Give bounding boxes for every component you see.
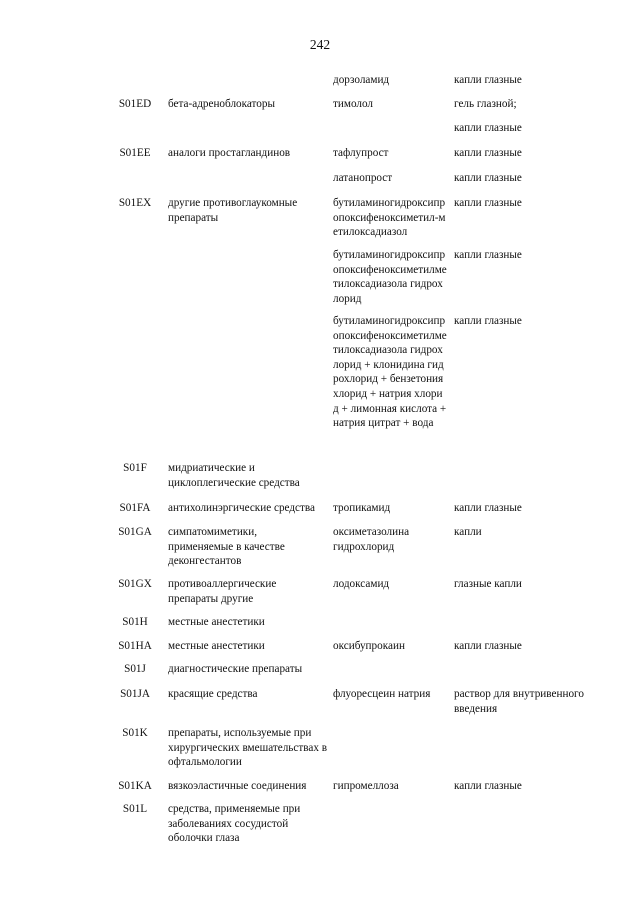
group-name: средства, применяемые при заболеваниях сосудистой оболочки глаза <box>168 803 301 845</box>
atc-code: S01FA <box>119 502 151 514</box>
group-name: красящие средства <box>168 688 258 700</box>
dosage-form: капли глазные <box>454 172 522 184</box>
atc-code: S01EX <box>118 197 152 209</box>
group-name: симпатомиметики, применяемые в качестве деконгестантов <box>168 526 285 568</box>
group-name: препараты, используемые при хирургических вмешательствах в офтальмологии <box>168 727 328 769</box>
dosage-form: капли глазные <box>454 74 522 86</box>
dosage-form: капли глазные <box>454 122 522 134</box>
atc-code: S01L <box>122 803 148 815</box>
group-name: вязкоэластичные соединения <box>168 780 307 792</box>
drug-name: бутиламиногидроксипропоксифеноксиметилметилоксадиазола гидрохлорид <box>333 249 447 305</box>
drug-name: лодоксамид <box>333 578 390 590</box>
atc-code: S01ED <box>118 98 152 110</box>
dosage-form: глазные капли <box>454 578 522 590</box>
dosage-form: капли глазные <box>454 502 522 514</box>
drug-name: бутиламиногидроксипропоксифеноксиметил-метилоксадиазол <box>333 197 446 239</box>
group-name: мидриатические и циклоплегические средства <box>168 462 300 489</box>
dosage-form: капли глазные <box>454 640 522 652</box>
group-name: местные анестетики <box>168 616 265 628</box>
drug-name: оксиметазолина гидрохлорид <box>333 526 410 553</box>
group-name: противоаллергические препараты другие <box>168 578 277 605</box>
drug-name: дорзоламид <box>333 74 390 86</box>
dosage-form: капли глазные <box>454 197 522 209</box>
dosage-form: капли глазные <box>454 147 522 159</box>
group-name: другие противоглаукомные препараты <box>168 197 298 224</box>
group-name: антихолинэргические средства <box>168 502 316 514</box>
group-name: бета-адреноблокаторы <box>168 98 276 110</box>
dosage-form: капли <box>454 526 482 538</box>
atc-code: S01GA <box>118 526 152 538</box>
dosage-form: капли глазные <box>454 780 522 792</box>
drug-name: тропикамид <box>333 502 391 514</box>
atc-code: S01K <box>122 727 148 739</box>
group-name: аналоги простагландинов <box>168 147 291 159</box>
page-number: 242 <box>309 37 331 52</box>
atc-code: S01F <box>123 462 147 474</box>
dosage-form: гель глазной; <box>454 98 517 110</box>
drug-name: гипромеллоза <box>333 780 399 792</box>
atc-code: S01JA <box>120 688 150 700</box>
drug-name: бутиламиногидроксипропоксифеноксиметилметилоксадиазола гидрохлорид + клонидина гидрохлорид + бензетония хлорид + натрия хлорид + лимонная кислота + натрия цитрат + вода <box>333 315 447 430</box>
drug-name: тимолол <box>333 98 374 110</box>
atc-code: S01HA <box>118 640 152 652</box>
atc-code: S01GX <box>118 578 152 590</box>
drug-name: тафлупрост <box>333 147 389 159</box>
dosage-form: раствор для внутривенного введения <box>454 688 584 715</box>
atc-code: S01KA <box>118 780 152 792</box>
drug-name: флуоресцеин натрия <box>333 688 431 700</box>
dosage-form: капли глазные <box>454 249 522 261</box>
dosage-form: капли глазные <box>454 315 522 327</box>
atc-code: S01J <box>124 663 146 675</box>
atc-code: S01H <box>122 616 148 628</box>
atc-code: S01EE <box>119 147 151 159</box>
drug-name: оксибупрокаин <box>333 640 405 652</box>
drug-name: латанопрост <box>333 172 393 184</box>
group-name: местные анестетики <box>168 640 265 652</box>
group-name: диагностические препараты <box>168 663 303 675</box>
